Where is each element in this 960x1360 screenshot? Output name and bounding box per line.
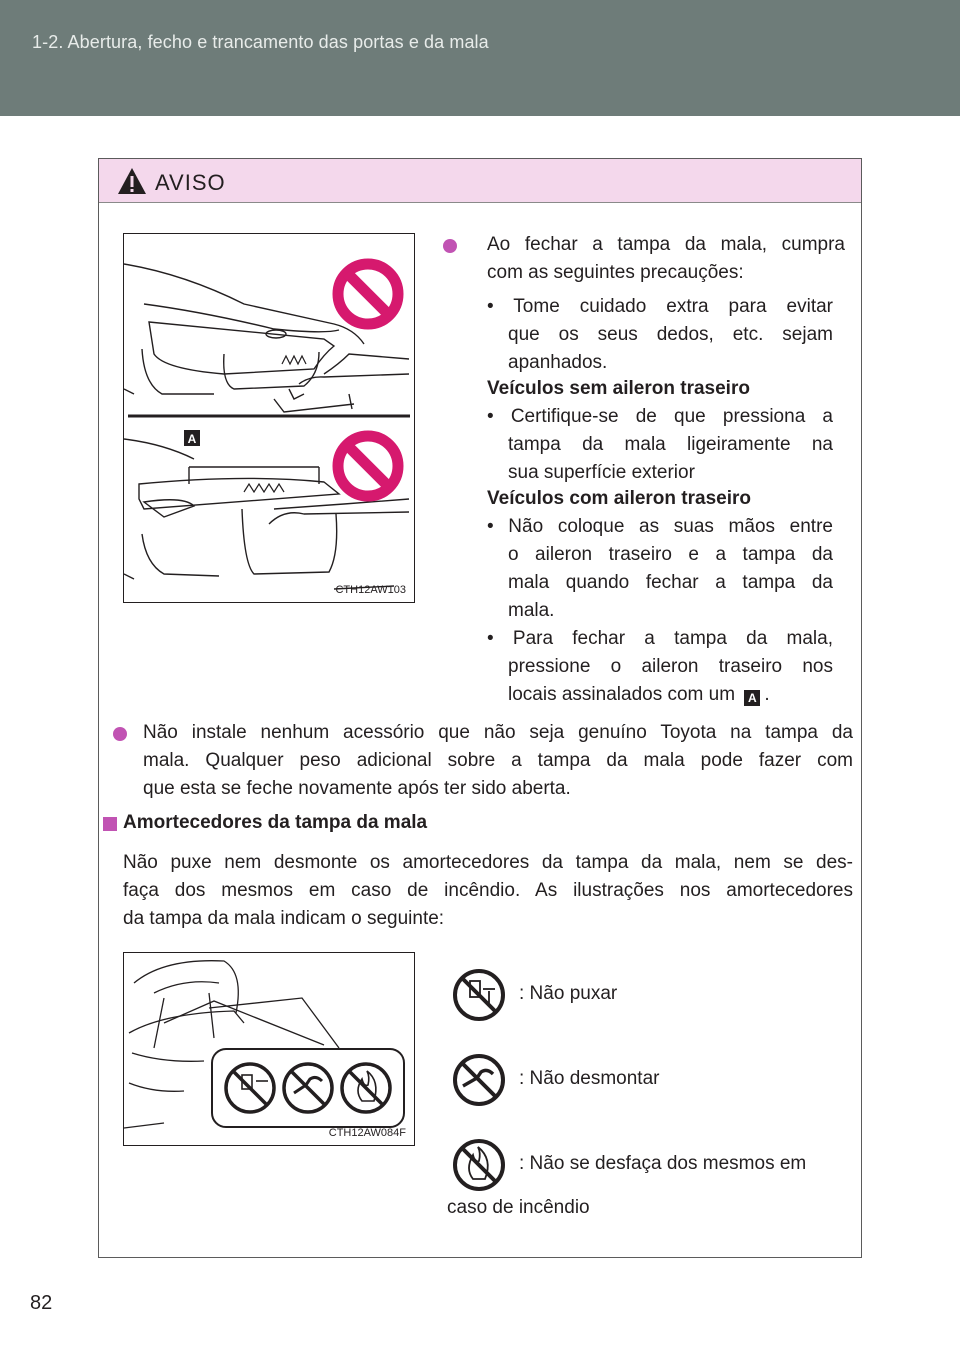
bullet-dot bbox=[113, 727, 127, 741]
list-item-text: mala quando fechar a tampa da bbox=[508, 572, 833, 593]
list-item-text: • Para fechar a tampa da mala, bbox=[487, 628, 833, 649]
no-fire-icon bbox=[342, 1064, 390, 1112]
subheading-spoiler: Veículos com aileron traseiro bbox=[487, 488, 751, 509]
list-item-text: • Certifique-se de que pressiona a bbox=[487, 406, 833, 427]
no-pull-icon bbox=[226, 1064, 274, 1112]
subheading-no-spoiler: Veículos sem aileron traseiro bbox=[487, 378, 750, 399]
legend-text: : Não puxar bbox=[519, 983, 618, 1004]
bullet-dot bbox=[443, 239, 457, 253]
list-item-text: apanhados. bbox=[508, 352, 608, 373]
page-number: 82 bbox=[30, 1292, 53, 1314]
list-item-text: • Não coloque as suas mãos entre bbox=[487, 516, 833, 537]
bullet-text: mala. Qualquer peso adicional sobre a tampa da mala pode fazer com bbox=[143, 750, 853, 771]
trunk-closing-drawing bbox=[124, 234, 415, 603]
warning-icon bbox=[117, 167, 147, 195]
bullet-text: Não instale nenhum acessório que não seja genuíno Toyota na tampa da bbox=[143, 722, 853, 743]
no-fire-icon bbox=[451, 1137, 507, 1193]
section-paragraph: da tampa da mala indicam o seguinte: bbox=[123, 908, 445, 929]
list-item-text: que os seus dedos, etc. sejam bbox=[508, 324, 833, 345]
section-heading: Amortecedores da tampa da mala bbox=[123, 812, 428, 833]
bullet-text: com as seguintes precauções: bbox=[487, 262, 744, 283]
prohibited-icon bbox=[338, 264, 398, 324]
list-item-text: • Tome cuidado extra para evitar bbox=[487, 296, 833, 317]
figure-code: CTH12AW084F bbox=[328, 1127, 406, 1139]
section-title: 1-2. Abertura, fecho e trancamento das portas e da mala bbox=[32, 32, 489, 52]
legend-text: caso de incêndio bbox=[447, 1197, 590, 1218]
trunk-closing-illustration bbox=[123, 233, 415, 603]
bullet-text: que esta se feche novamente após ter sido aberta. bbox=[143, 778, 571, 799]
no-disassemble-icon bbox=[451, 1052, 507, 1108]
bullet-text: Ao fechar a tampa da mala, cumpra bbox=[487, 234, 845, 255]
list-item-text: locais assinalados com um A . bbox=[508, 684, 770, 705]
list-item-text: tampa da mala ligeiramente na bbox=[508, 434, 833, 455]
figure-code: CTH12AW103 bbox=[335, 584, 406, 596]
list-item-text: mala. bbox=[508, 600, 555, 621]
section-square bbox=[103, 817, 117, 831]
list-item-text: o aileron traseiro e a tampa da bbox=[508, 544, 833, 565]
legend-text: : Não se desfaça dos mesmos em bbox=[519, 1153, 807, 1174]
section-paragraph: Não puxe nem desmonte os amortecedores da tampa da mala, nem se des- bbox=[123, 852, 853, 873]
list-item-text: sua superfície exterior bbox=[508, 462, 695, 483]
warning-header bbox=[99, 159, 861, 203]
list-item-text: pressione o aileron traseiro nos bbox=[508, 656, 833, 677]
no-disassemble-icon bbox=[284, 1064, 332, 1112]
marker-a-icon: A bbox=[744, 690, 760, 706]
damper-drawing bbox=[124, 953, 415, 1146]
warning-title: AVISO bbox=[155, 170, 226, 195]
prohibited-icon bbox=[338, 436, 398, 496]
svg-text:A: A bbox=[187, 432, 197, 446]
no-pull-icon bbox=[451, 967, 507, 1023]
legend-text: : Não desmontar bbox=[519, 1068, 660, 1089]
warning-box bbox=[98, 158, 862, 1258]
header-band bbox=[0, 0, 960, 116]
section-paragraph: faça dos mesmos em caso de incêndio. As ilustrações nos amortecedores bbox=[123, 880, 853, 901]
damper-illustration bbox=[123, 952, 415, 1146]
